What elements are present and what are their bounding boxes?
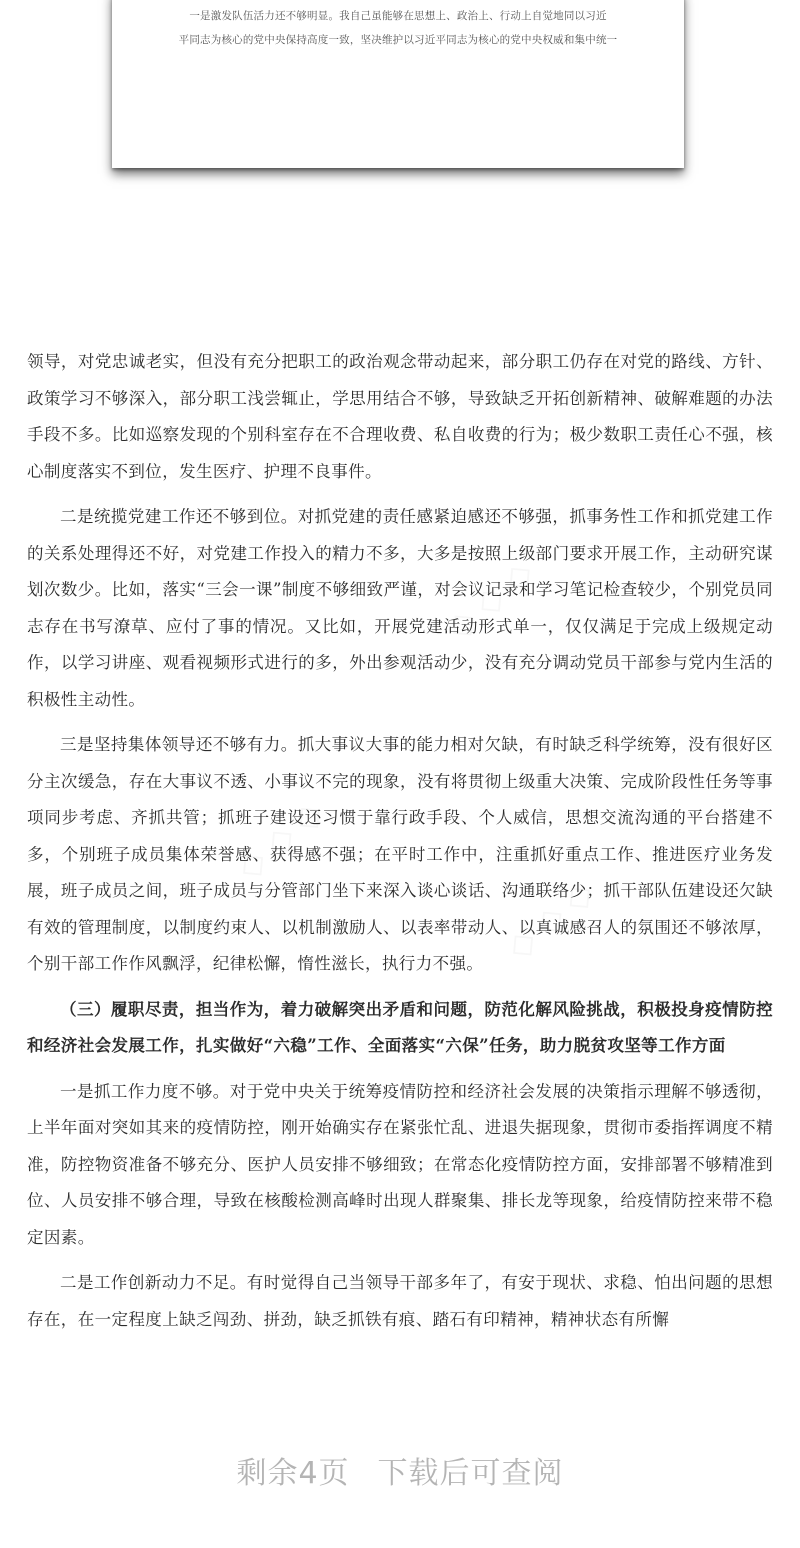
watermark: ◇ ◇ ◇ xyxy=(498,872,602,968)
remaining-pages-label[interactable]: 剩余4页 xyxy=(236,1456,350,1491)
download-to-view-label[interactable]: 下载后可查阅 xyxy=(377,1456,564,1491)
preview-text-line: 平同志为核心的党中央保持高度一致，坚决维护以习近平同志为核心的党中央权威和集中统一 xyxy=(178,34,618,46)
body-paragraph: 三是坚持集体领导还不够有力。抓大事议大事的能力相对欠缺，有时缺乏科学统筹，没有很好区分主次缓急，存在大事议不透、小事议不完的现象，没有将贯彻上级重大决策、完成阶段性任务等事项同步考虑、齐抓共管；抓班子建设还习惯于靠行政手段、个人威信，思想交流沟通的平台搭建不多，个别班子成员集体荣誉感、获得感不强；在平时工作中，注重抓好重点工作、推进医疗业务发展，班子成员之间，班子成员与分管部门坐下来深入谈心谈话、沟通联络少；抓干部队伍建设还欠缺有效的管理制度，以制度约束人、以机制激励人、以表率带动人、以真诚感召人的氛围还不够浓厚，个别干部工作作风飘浮，纪律松懈，惰性滋长，执行力不强。 xyxy=(27,735,773,973)
section-heading: （三）履职尽责，担当作为，着力破解突出矛盾和问题，防范化解风险挑战，积极投身疫情防控和经济社会发展工作，扎实做好“六稳”工作、全面落实“六保”任务，助力脱贫攻坚等工作方面 xyxy=(27,999,773,1055)
body-paragraph: 领导，对党忠诚老实，但没有充分把职工的政治观念带动起来，部分职工仍存在对党的路线、方针、政策学习不够深入，部分职工浅尝辄止，学思用结合不够，导致缺乏开拓创新精神、破解难题的办法手段不多。比如巡察发现的个别科室存在不合理收费、私自收费的行为；极少数职工责任心不强，核心制度落实不到位，发生医疗、护理不良事件。 xyxy=(27,352,773,481)
document-preview-card xyxy=(112,0,684,168)
preview-text-line: 一是激发队伍活力还不够明显。我自己虽能够在思想上、政治上、行动上自觉地同以习近 xyxy=(189,10,607,22)
document-body xyxy=(27,344,773,1347)
body-paragraph: 二是工作创新动力不足。有时觉得自己当领导干部多年了，有安于现状、求稳、怕出问题的思想存在，在一定程度上缺乏闯劲、拼劲，缺乏抓铁有痕、踏石有印精神，精神状态有所懈 xyxy=(27,1273,773,1329)
watermark: ◇ ◇ ◇ xyxy=(438,552,542,648)
watermark: ◇ ◇ ◇ xyxy=(228,792,332,888)
body-paragraph: 一是抓工作力度不够。对于党中央关于统筹疫情防控和经济社会发展的决策指示理解不够透彻，上半年面对突如其来的疫情防控，刚开始确实存在紧张忙乱、进退失据现象，贯彻市委指挥调度不精准，防控物资准备不够充分、医护人员安排不够细致；在常态化疫情防控方面，安排部署不够精准到位、人员安排不够合理，导致在核酸检测高峰时出现人群聚集、排长龙等现象，给疫情防控来带不稳定因素。 xyxy=(27,1081,773,1247)
body-paragraph: 二是统揽党建工作还不够到位。对抓党建的责任感紧迫感还不够强，抓事务性工作和抓党建工作的关系处理得还不好，对党建工作投入的精力不多，大多是按照上级部门要求开展工作，主动研究谋划次数少。比如，落实“三会一课”制度不够细致严谨，对会议记录和学习笔记检查较少，个别党员同志存在书写潦草、应付了事的情况。又比如，开展党建活动形式单一，仅仅满足于完成上级规定动作，以学习讲座、观看视频形式进行的多，外出参观活动少，没有充分调动党员干部参与党内生活的积极性主动性。 xyxy=(27,507,773,709)
download-prompt[interactable] xyxy=(0,1448,800,1492)
